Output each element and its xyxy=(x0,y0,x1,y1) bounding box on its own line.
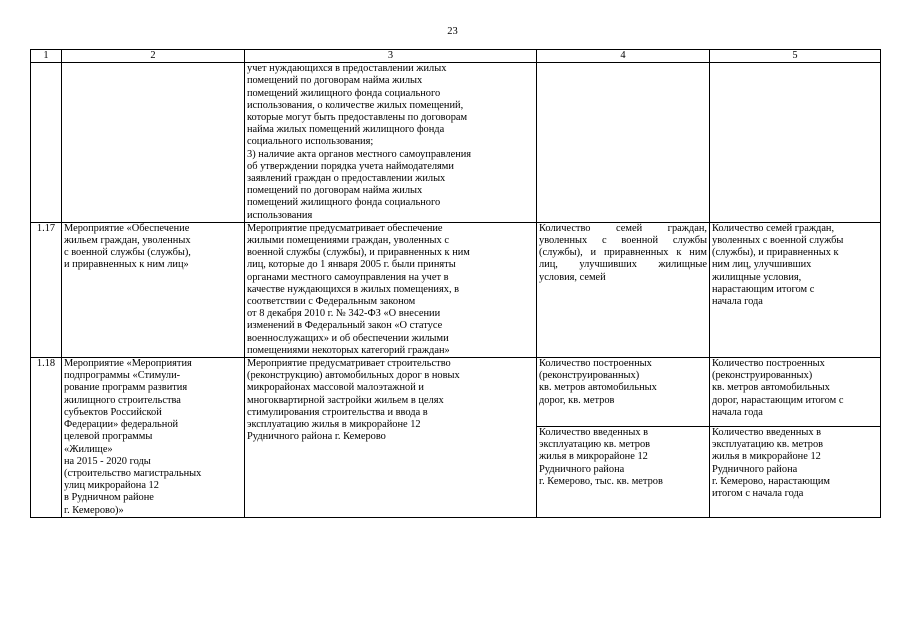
page-number: 23 xyxy=(447,26,458,37)
indicator-target-cell xyxy=(710,358,881,518)
col-header-4: 4 xyxy=(537,50,710,63)
indicator-cell xyxy=(537,358,710,518)
column-number-row xyxy=(31,50,881,63)
indicator: Количество семей граждан, уволенных с военной службы (службы), и приравненных к ним лиц, улучшивших жилищные условия, семей xyxy=(537,222,710,357)
col-header-3: 3 xyxy=(245,50,537,63)
table-row xyxy=(31,63,881,223)
col-header-2: 2 xyxy=(62,50,245,63)
measure-name: Мероприятие «Обеспечение жильем граждан, уволенных с военной службы (службы), и приравненных к ним лиц» xyxy=(62,222,245,357)
row-number: 1.18 xyxy=(31,358,62,518)
indicator: Количество построенных (реконструированных) кв. метров автомобильных дорог, кв. метров xyxy=(537,358,709,427)
indicator-target: Количество семей граждан, уволенных с военной службы (службы), и приравненных к ним лиц, улучшивших жилищные условия, нарастающим итогом с начала года xyxy=(710,222,881,357)
measure-name: Мероприятие «Мероприятия подпрограммы «Стимули- рование программ развития жилищного строительства субъектов Российской Федерации» федеральной целевой программы «Жилище» на 2015 - 2020 годы (строительство магистральных улиц микрорайона 12 в Рудничном районе г. Кемерово)» xyxy=(62,358,245,518)
measures-table xyxy=(30,49,881,518)
row-number: 1.17 xyxy=(31,222,62,357)
col-header-1: 1 xyxy=(31,50,62,63)
row-number xyxy=(31,63,62,223)
table-row xyxy=(31,222,881,357)
indicator xyxy=(537,63,710,223)
indicator: Количество введенных в эксплуатацию кв. метров жилья в микрорайоне 12 Рудничного района г. Кемерово, тыс. кв. метров xyxy=(539,427,663,487)
indicator-target: Количество введенных в эксплуатацию кв. метров жилья в микрорайоне 12 Рудничного района г. Кемерово, нарастающим итогом с начала года xyxy=(712,427,831,500)
measure-description: Мероприятие предусматривает обеспечение жилыми помещениями граждан, уволенных с военной службы (службы), и приравненных к ним лиц, которые до 1 января 2005 г. были приняты органами местного самоуправления на учет в качестве нуждающихся в жилых помещениях, в соответствии с Федеральным законом от 8 декабря 2010 г. № 342-ФЗ «О внесении изменений в Федеральный закон «О статусе военнослужащих» и об обеспечении жилыми помещениями некоторых категорий граждан» xyxy=(245,222,537,357)
measure-description: Мероприятие предусматривает строительство (реконструкцию) автомобильных дорог в новых микрорайонах массовой малоэтажной и многоквартирной застройки жильем в целях стимулирования строительства и ввода в эксплуатацию жилья в микрорайоне 12 Рудничного района г. Кемерово xyxy=(245,358,537,518)
table-row xyxy=(31,358,881,518)
indicator-target: Количество построенных (реконструированных) кв. метров автомобильных дорог, нарастающим итогом с начала года xyxy=(710,358,880,427)
measure-description: учет нуждающихся в предоставлении жилых помещений по договорам найма жилых помещений жилищного фонда социального использования, о количестве жилых помещений, которые могут быть предоставлены по договорам найма жилых помещений жилищного фонда социального использования; 3) наличие акта органов местного самоуправления об утверждении порядка учета наймодателями заявлений граждан о предоставлении жилых помещений по договорам найма жилых помещений жилищного фонда социального использования xyxy=(245,63,537,223)
col-header-5: 5 xyxy=(710,50,881,63)
indicator-target xyxy=(710,63,881,223)
measure-name xyxy=(62,63,245,223)
